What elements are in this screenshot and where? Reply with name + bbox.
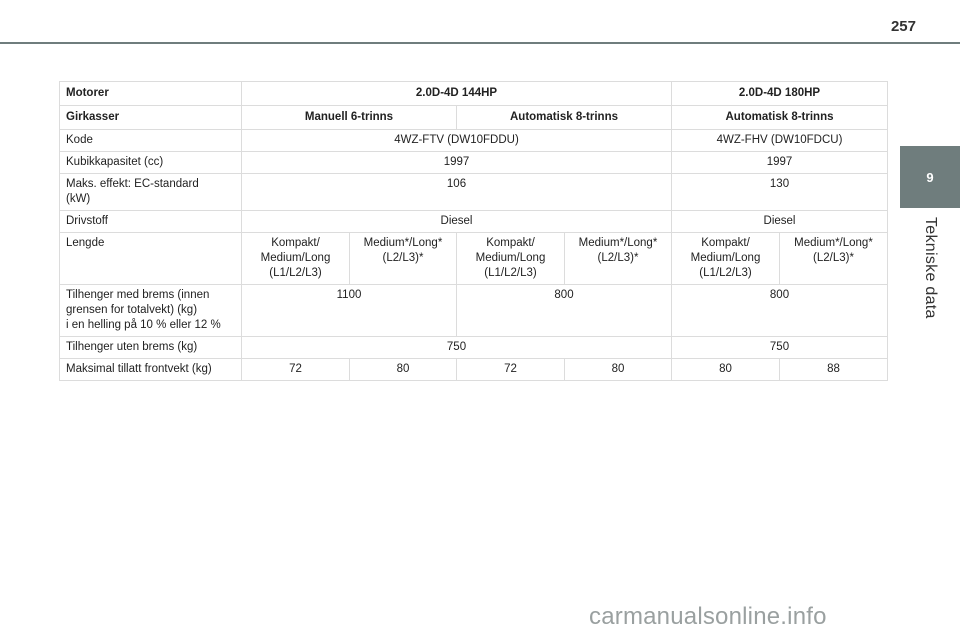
table-row-fuel (60, 211, 888, 233)
length-text: (L2/L3)* (813, 252, 854, 264)
watermark: carmanualsonline.info (589, 603, 827, 630)
length-text: (L2/L3)* (597, 252, 639, 264)
power-label-line1: Maks. effekt: EC-standard (66, 178, 199, 190)
trailer-braked-auto180: 800 (672, 285, 888, 337)
gearbox-auto-144: Automatisk 8-trinns (457, 106, 672, 130)
length-text: Medium*/Long* (794, 237, 873, 249)
chapter-tab[interactable] (900, 146, 960, 208)
fuel-144: Diesel (242, 211, 672, 233)
length-text: Kompakt/ (701, 237, 750, 249)
displacement-144: 1997 (242, 152, 672, 174)
engine-180hp: 2.0D-4D 180HP (672, 82, 888, 106)
page-number: 257 (890, 18, 916, 35)
length-text: Medium/Long (475, 252, 546, 264)
nose-weight-value: 72 (457, 359, 565, 381)
trailer-unbraked-label: Tilhenger uten brems (kg) (60, 337, 242, 359)
table-row-trailer-unbraked (60, 337, 888, 359)
trailer-unbraked-144: 750 (242, 337, 672, 359)
nose-weight-label: Maksimal tillatt frontvekt (kg) (60, 359, 242, 381)
table-row-nose-weight (60, 359, 888, 381)
nose-weight-value: 80 (350, 359, 457, 381)
length-manual-medium (350, 233, 457, 285)
length-manual-compact (242, 233, 350, 285)
trailer-braked-label-line: grensen for totalvekt) (kg) (66, 304, 198, 316)
code-144: 4WZ-FTV (DW10FDDU) (242, 130, 672, 152)
trailer-braked-auto144: 800 (457, 285, 672, 337)
specifications-table (59, 81, 888, 381)
nose-weight-value: 88 (780, 359, 888, 381)
length-text: Medium*/Long* (578, 237, 658, 249)
trailer-braked-manual: 1100 (242, 285, 457, 337)
displacement-label: Kubikkapasitet (cc) (60, 152, 242, 174)
table-row-trailer-braked (60, 285, 888, 337)
power-180: 130 (672, 174, 888, 211)
length-auto144-compact (457, 233, 565, 285)
trailer-braked-label (60, 285, 242, 337)
length-text: Kompakt/ (486, 237, 535, 249)
length-auto180-medium (780, 233, 888, 285)
table-row-engine (60, 82, 888, 106)
length-text: (L1/L2/L3) (269, 267, 322, 279)
table-row-gearbox (60, 106, 888, 130)
power-144: 106 (242, 174, 672, 211)
length-text: (L1/L2/L3) (484, 267, 537, 279)
header-rule (0, 42, 960, 44)
length-text: Medium/Long (260, 252, 331, 264)
code-180: 4WZ-FHV (DW10FDCU) (672, 130, 888, 152)
length-text: Medium*/Long* (363, 237, 443, 249)
trailer-unbraked-180: 750 (672, 337, 888, 359)
table-row-code (60, 130, 888, 152)
trailer-braked-label-line: i en helling på 10 % eller 12 % (66, 319, 221, 331)
code-label: Kode (60, 130, 242, 152)
power-label-line2: (kW) (66, 193, 91, 205)
length-text: (L2/L3)* (382, 252, 424, 264)
nose-weight-value: 80 (565, 359, 672, 381)
gearbox-manual: Manuell 6-trinns (242, 106, 457, 130)
fuel-180: Diesel (672, 211, 888, 233)
table-row-displacement (60, 152, 888, 174)
nose-weight-value: 72 (242, 359, 350, 381)
length-auto180-compact (672, 233, 780, 285)
length-text: Kompakt/ (271, 237, 320, 249)
chapter-title-text: Tekniske data (922, 217, 939, 319)
length-text: Medium/Long (690, 252, 761, 264)
engine-144hp: 2.0D-4D 144HP (242, 82, 672, 106)
table-row-length (60, 233, 888, 285)
chapter-title (900, 213, 960, 323)
length-label: Lengde (60, 233, 242, 285)
nose-weight-value: 80 (672, 359, 780, 381)
engine-label: Motorer (60, 82, 242, 106)
length-auto144-medium (565, 233, 672, 285)
chapter-number: 9 (926, 169, 934, 185)
power-label (60, 174, 242, 211)
gearbox-auto-180: Automatisk 8-trinns (672, 106, 888, 130)
displacement-180: 1997 (672, 152, 888, 174)
length-text: (L1/L2/L3) (699, 267, 752, 279)
fuel-label: Drivstoff (60, 211, 242, 233)
table-row-power (60, 174, 888, 211)
gearbox-label: Girkasser (60, 106, 242, 130)
trailer-braked-label-line: Tilhenger med brems (innen (66, 289, 210, 301)
